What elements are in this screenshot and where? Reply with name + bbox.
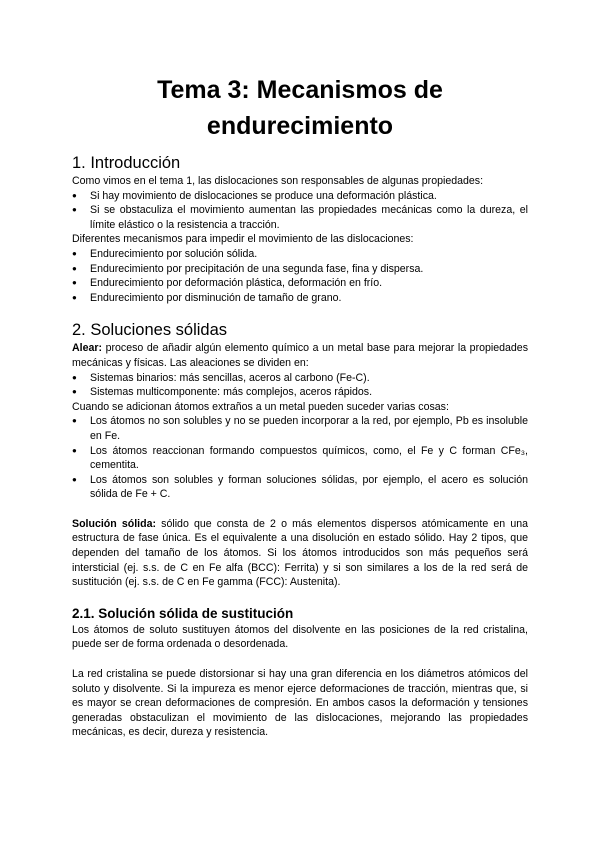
list-item: ● Si se obstaculiza el movimiento aumentan las propiedades mecánicas como la dureza, el límite elástico o la resistencia a tracción. [72, 203, 528, 232]
section-2-1-paragraph-2: La red cristalina se puede distorsionar si hay una gran diferencia en los diámetros atómicos del soluto y disolvente. Si la impureza es menor ejerce deformaciones de tracción, mientras que, si es mayor se crean deformaciones de compresión. En ambos casos la deformación y tensiones generadas obstaculizan el movimiento de las dislocaciones, mejorando las propiedades mecánicas, es decir, dureza y resistencia. [72, 668, 528, 739]
alear-text: proceso de añadir algún elemento químico a un metal base para mejorar la propiedades mecánicas y físicas. Las aleaciones se dividen en: [72, 342, 528, 369]
dislocation-effects-list [72, 189, 528, 233]
solid-solution-text: sólido que consta de 2 o más elementos dispersos atómicamente en una estructura de fase única. Es el equivalente a una disolución en estado sólido. Hay 2 tipos, que dependen del tamaño de los átomos. Si los átomos introducidos son más pequeños será intersticial (ej. s.s. de C en Fe alfa (BCC): Ferrita) y si son similares a los de la red será de sustitución (ej. s.s. de C en Fe gamma (FCC): Austenita). [72, 517, 529, 589]
list-item: ● Endurecimiento por precipitación de una segunda fase, fina y dispersa. [72, 262, 528, 277]
document-page [72, 72, 528, 740]
list-item: ● Sistemas binarios: más sencillas, aceros al carbono (Fe-C). [72, 371, 528, 386]
section-2-heading: 2. Soluciones sólidas [72, 321, 228, 340]
foreign-atoms-cases-list [72, 414, 528, 502]
mechanisms-intro: Diferentes mecanismos para impedir el movimiento de las dislocaciones: [72, 233, 414, 246]
list-item: ● Endurecimiento por deformación plástica, deformación en frío. [72, 276, 528, 291]
alear-term: Alear: [72, 342, 103, 355]
page-title: Tema 3: Mecanismos de endurecimiento [157, 76, 443, 140]
list-item: ● Los átomos no son solubles y no se pueden incorporar a la red, por ejemplo, Pb es insoluble en Fe. [72, 414, 528, 443]
section-2-1-paragraph-1: Los átomos de soluto sustituyen átomos del disolvente en las posiciones de la red cristalina, puede ser de forma ordenada o desordenada. [72, 623, 528, 651]
list-item: ● Los átomos reaccionan formando compuestos químicos, como, el Fe y C forman CFe₃, cementita. [72, 444, 528, 473]
list-item: ● Sistemas multicomponente: más complejos, aceros rápidos. [72, 385, 528, 400]
list-item: ● Si hay movimiento de dislocaciones se produce una deformación plástica. [72, 189, 528, 204]
solid-solution-definition [72, 517, 528, 590]
alloy-types-list [72, 371, 528, 400]
list-item: ● Endurecimiento por disminución de tamaño de grano. [72, 291, 528, 306]
section-1-intro: Como vimos en el tema 1, las dislocaciones son responsables de algunas propiedades: [72, 175, 484, 187]
solid-solution-term: Solución sólida: [72, 517, 157, 530]
mechanisms-list [72, 247, 528, 305]
section-1-heading: 1. Introducción [72, 154, 181, 172]
alear-definition [72, 341, 528, 370]
list-item: ● Los átomos son solubles y forman soluciones sólidas, por ejemplo, el acero es solución sólida de Fe + C. [72, 473, 528, 502]
section-2-1-heading: 2.1. Solución sólida de sustitución [72, 605, 294, 621]
foreign-atoms-intro: Cuando se adicionan átomos extraños a un metal pueden suceder varias cosas: [72, 400, 449, 413]
list-item: ● Endurecimiento por solución sólida. [72, 247, 528, 262]
